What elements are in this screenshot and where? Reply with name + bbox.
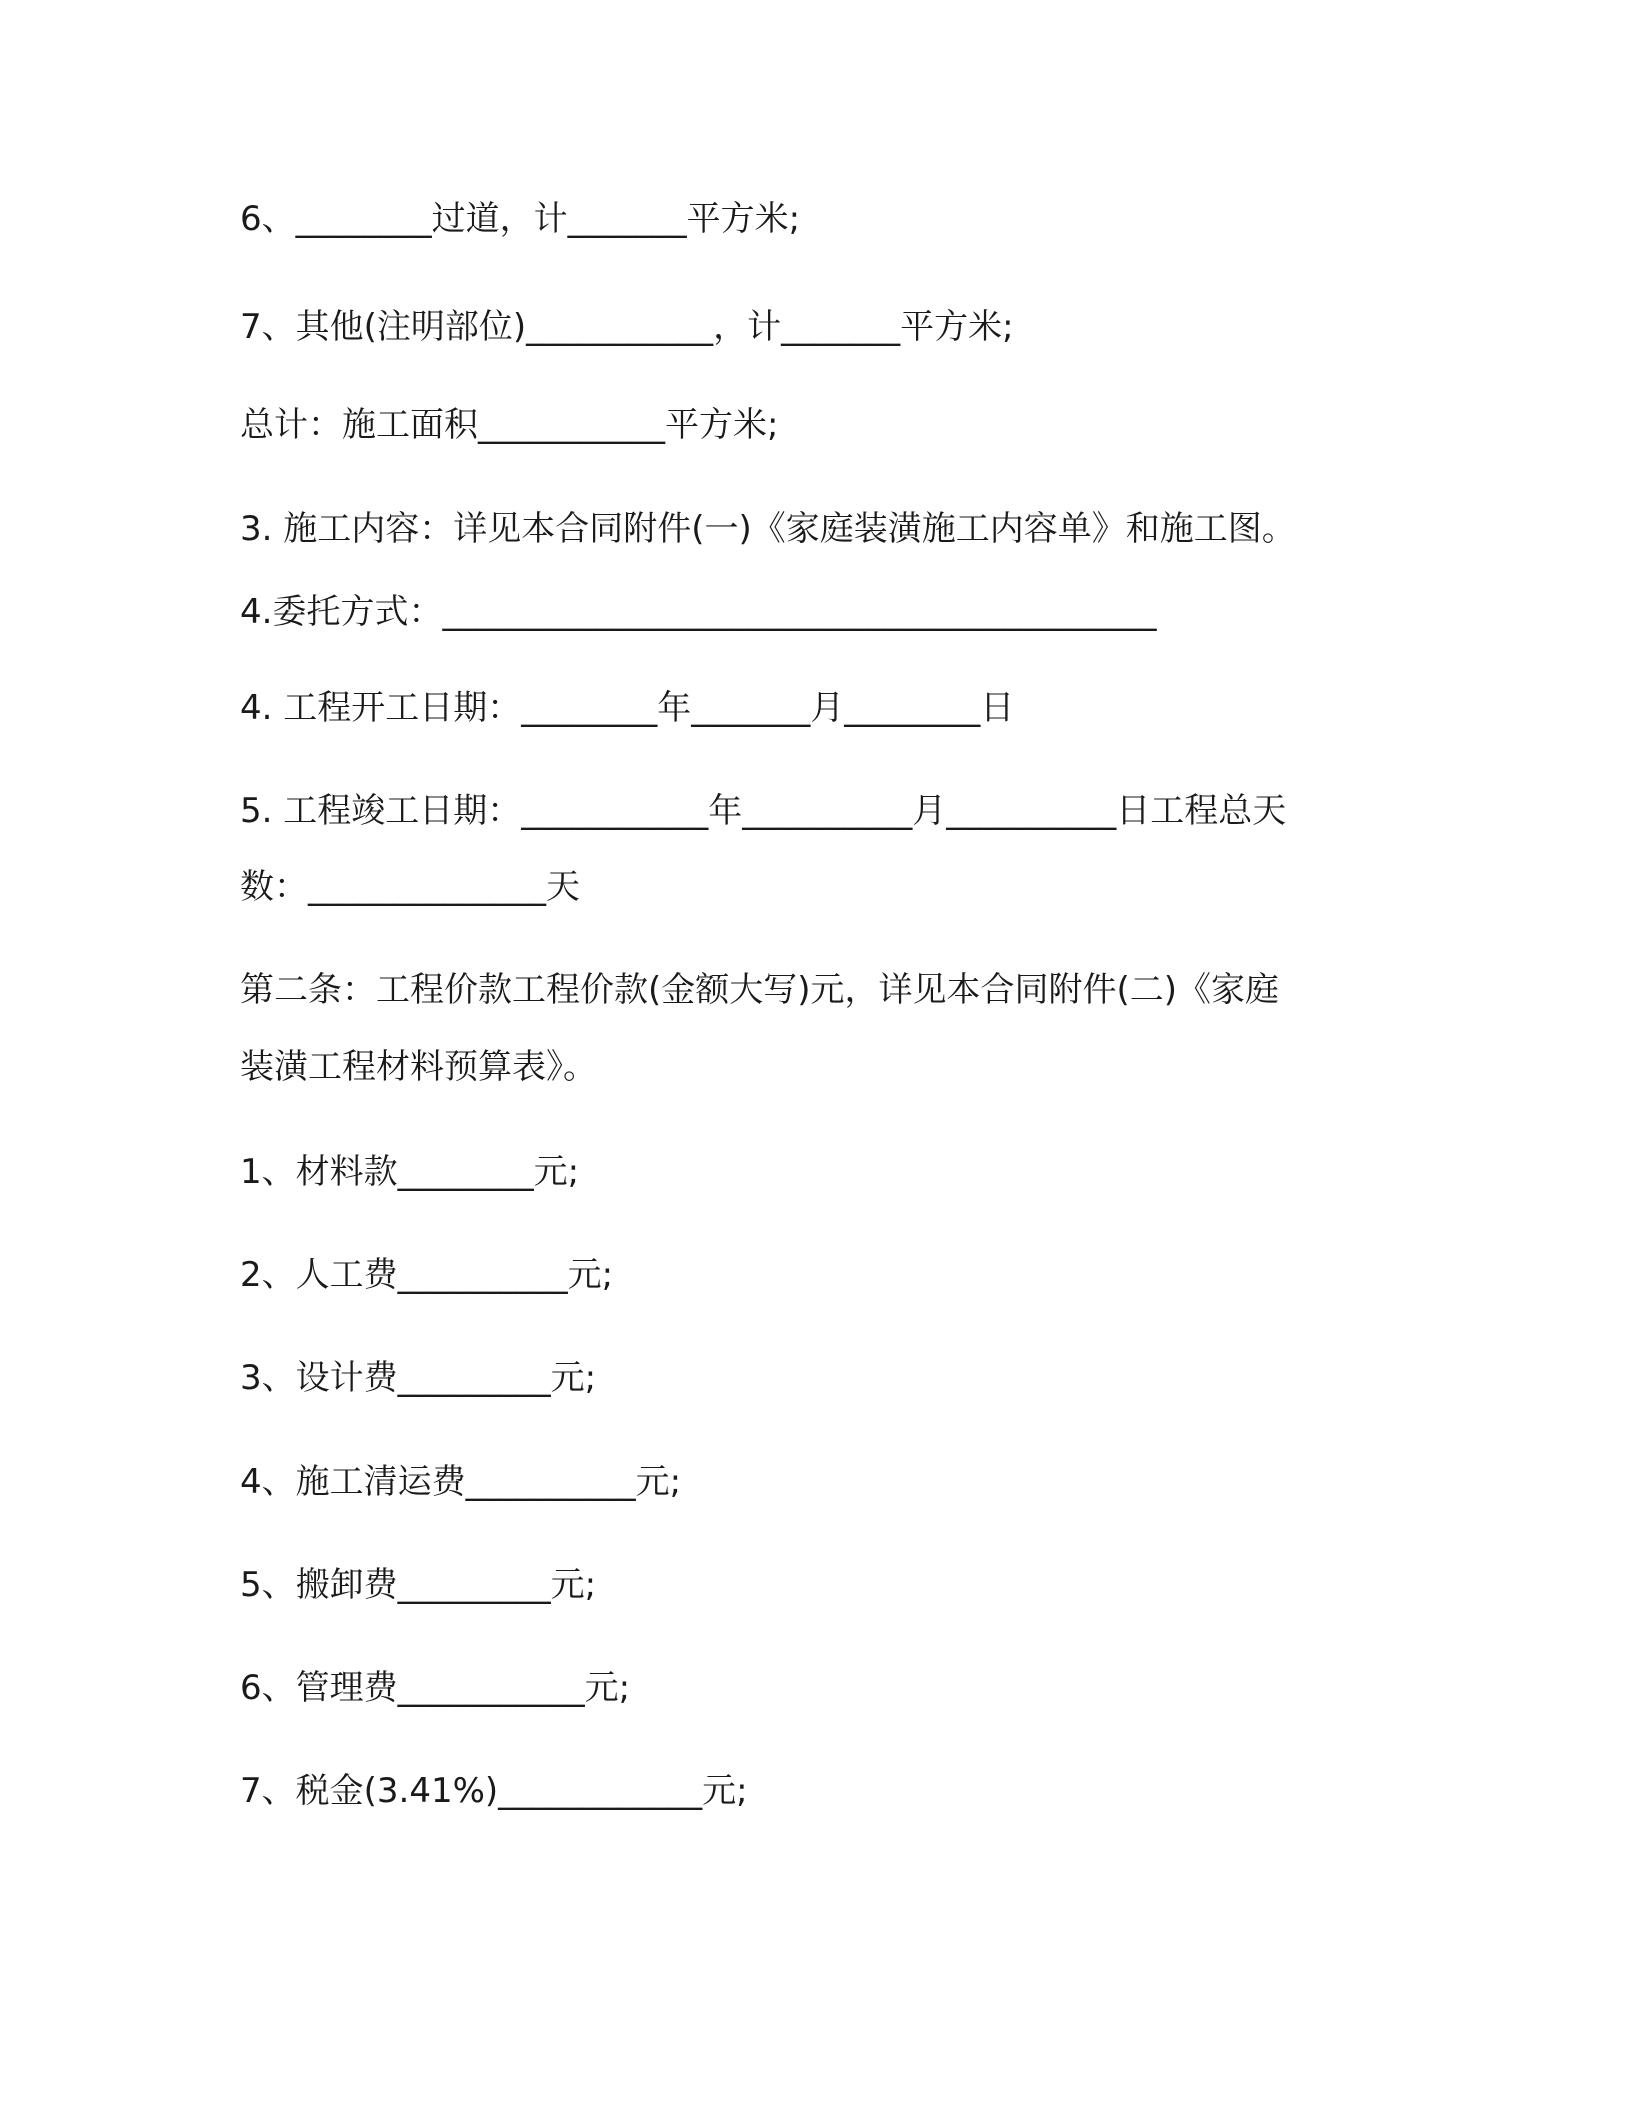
text-line-labor-cost: 2、人工费__________元; bbox=[240, 1255, 614, 1295]
text-line-total-days: 数：______________天 bbox=[240, 867, 580, 907]
text-line-construction-content: 3. 施工内容：详见本合同附件(一)《家庭装潢施工内容单》和施工图。 bbox=[240, 509, 1296, 549]
text-line-start-date: 4. 工程开工日期：________年_______月________日 bbox=[240, 688, 1015, 728]
text-line-cleanup-fee: 4、施工清运费__________元; bbox=[240, 1462, 682, 1502]
text-line-completion-date: 5. 工程竣工日期：___________年__________月__________日工程总天 bbox=[240, 791, 1287, 831]
text-line-management-fee: 6、管理费___________元; bbox=[240, 1668, 631, 1708]
text-line-handling-fee: 5、搬卸费_________元; bbox=[240, 1565, 597, 1605]
text-line-aisle-area: 6、________过道，计_______平方米; bbox=[240, 199, 801, 239]
text-line-commission-method: 4.委托方式：__________________________________________ bbox=[240, 592, 1157, 632]
text-line-tax: 7、税金(3.41%)____________元; bbox=[240, 1771, 748, 1811]
text-line-total-area: 总计：施工面积___________平方米; bbox=[240, 405, 779, 445]
text-line-other-area: 7、其他(注明部位)___________，计_______平方米; bbox=[240, 307, 1014, 347]
text-line-article-two: 第二条：工程价款工程价款(金额大写)元，详见本合同附件(二)《家庭 bbox=[240, 970, 1280, 1010]
text-line-article-two-cont: 装潢工程材料预算表》。 bbox=[240, 1047, 597, 1087]
text-line-design-fee: 3、设计费_________元; bbox=[240, 1358, 597, 1398]
text-line-material-cost: 1、材料款________元; bbox=[240, 1152, 580, 1192]
